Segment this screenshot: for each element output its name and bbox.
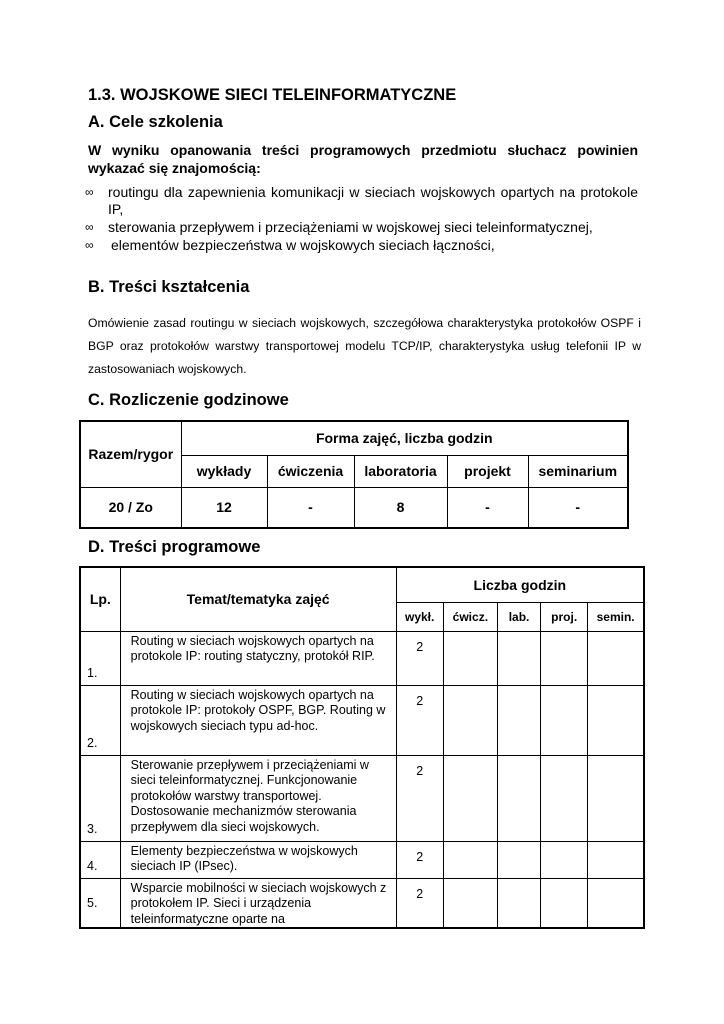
header-form-cell: laboratoria xyxy=(354,455,447,487)
hours-cell xyxy=(541,841,588,878)
infinity-bullet-icon: ∞ xyxy=(85,185,94,199)
table-header-row xyxy=(80,421,628,455)
lp-cell: 3. xyxy=(80,755,120,841)
hours-cell: 2 xyxy=(396,755,443,841)
hours-cell xyxy=(443,878,497,928)
table-row xyxy=(80,755,644,841)
table-header-row xyxy=(80,567,644,602)
value-cell: 8 xyxy=(354,487,447,528)
section-a-heading: A. Cele szkolenia xyxy=(88,113,223,131)
header-form-cell: ćwiczenia xyxy=(267,455,354,487)
hours-cell: 2 xyxy=(396,631,443,685)
hours-cell xyxy=(541,755,588,841)
hours-summary-table xyxy=(79,420,629,529)
table-row xyxy=(80,487,628,528)
hours-cell: 2 xyxy=(396,685,443,755)
hours-cell: 2 xyxy=(396,878,443,928)
header-total-rygor: Razem/rygor xyxy=(80,421,181,487)
section-b-paragraph: Omówienie zasad routingu w sieciach wojskowych, szczegółowa charakterystyka protokołów OSPF i BGP oraz protokołów warstwy transportowej modelu TCP/IP, charakterystyka usług telefonii IP w zastosowaniach wojskowych. xyxy=(88,316,641,376)
lp-cell: 5. xyxy=(80,878,120,928)
value-cell: - xyxy=(267,487,354,528)
table-row xyxy=(80,841,644,878)
infinity-bullet-icon: ∞ xyxy=(85,238,94,252)
header-sub-cell: wykł. xyxy=(396,602,443,631)
table-row xyxy=(80,685,644,755)
hours-cell xyxy=(443,631,497,685)
list-item-text: elementów bezpieczeństwa w wojskowych sieciach łączności, xyxy=(111,237,495,253)
topic-cell: Routing w sieciach wojskowych opartych na protokole IP: protokoły OSPF, BGP. Routing w wojskowych sieciach typu ad-hoc. xyxy=(120,685,396,755)
hours-cell xyxy=(588,755,644,841)
hours-cell xyxy=(541,631,588,685)
header-form-group: Forma zajęć, liczba godzin xyxy=(181,421,628,455)
topic-cell: Elementy bezpieczeństwa w wojskowych sieciach IP (IPsec). xyxy=(120,841,396,878)
program-table xyxy=(79,566,645,929)
header-sub-cell: proj. xyxy=(541,602,588,631)
section-c-heading: C. Rozliczenie godzinowe xyxy=(88,391,289,409)
total-cell: 20 / Zo xyxy=(80,487,181,528)
header-sub-cell: lab. xyxy=(497,602,540,631)
hours-cell xyxy=(497,878,540,928)
hours-cell: 2 xyxy=(396,841,443,878)
lp-cell: 2. xyxy=(80,685,120,755)
hours-cell xyxy=(443,755,497,841)
table-row xyxy=(80,878,644,928)
section-b-heading: B. Treści kształcenia xyxy=(88,278,250,296)
topic-cell: Routing w sieciach wojskowych opartych na protokole IP: routing statyczny, protokół RIP. xyxy=(120,631,396,685)
hours-cell xyxy=(443,685,497,755)
lp-cell: 4. xyxy=(80,841,120,878)
topic-cell: Wsparcie mobilności w sieciach wojskowych z protokołem IP. Sieci i urządzenia teleinformatyczne oparte na xyxy=(120,878,396,928)
hours-cell xyxy=(443,841,497,878)
value-cell: - xyxy=(447,487,528,528)
header-form-cell: projekt xyxy=(447,455,528,487)
header-form-cell: seminarium xyxy=(528,455,628,487)
header-hours: Liczba godzin xyxy=(396,567,644,602)
list-item-text: routingu dla zapewnienia komunikacji w sieciach wojskowych opartych na protokole IP, xyxy=(108,184,638,217)
header-sub-cell: semin. xyxy=(588,602,644,631)
topic-cell: Sterowanie przepływem i przeciążeniami w sieci teleinformatycznej. Funkcjonowanie protokołów warstwy transportowej. Dostosowanie mechanizmów sterowania przepływem dla sieci wojskowych. xyxy=(120,755,396,841)
section-a-intro: W wyniku opanowania treści programowych przedmiotu słuchacz powinien wykazać się znajomością: xyxy=(88,142,638,176)
header-lp: Lp. xyxy=(80,567,120,631)
hours-cell xyxy=(497,841,540,878)
hours-cell xyxy=(497,631,540,685)
hours-cell xyxy=(541,685,588,755)
value-cell: - xyxy=(528,487,628,528)
list-item-text: sterowania przepływem i przeciążeniami w wojskowej sieci teleinformatycznej, xyxy=(108,219,593,235)
header-topic: Temat/tematyka zajęć xyxy=(120,567,396,631)
hours-cell xyxy=(588,631,644,685)
hours-cell xyxy=(497,685,540,755)
header-form-cell: wykłady xyxy=(181,455,267,487)
hours-cell xyxy=(588,841,644,878)
hours-cell xyxy=(588,878,644,928)
lp-cell: 1. xyxy=(80,631,120,685)
table-row xyxy=(80,631,644,685)
value-cell: 12 xyxy=(181,487,267,528)
header-sub-cell: ćwicz. xyxy=(443,602,497,631)
hours-cell xyxy=(588,685,644,755)
document-title: 1.3. WOJSKOWE SIECI TELEINFORMATYCZNE xyxy=(88,86,457,104)
infinity-bullet-icon: ∞ xyxy=(85,220,94,234)
hours-cell xyxy=(497,755,540,841)
section-d-heading: D. Treści programowe xyxy=(88,538,261,556)
hours-cell xyxy=(541,878,588,928)
